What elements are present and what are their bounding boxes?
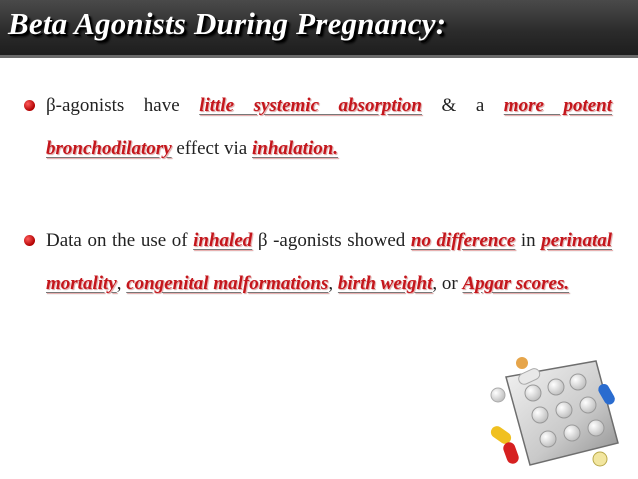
highlight-segment: inhaled xyxy=(193,230,253,251)
bullet-text-2 xyxy=(46,230,612,294)
bullet-dot-icon xyxy=(24,235,35,246)
tablet-icon xyxy=(516,357,528,369)
highlight-segment: little systemic absorption xyxy=(199,95,422,116)
title-divider xyxy=(0,55,638,58)
text-segment: β -agonists showed xyxy=(252,230,411,251)
highlight-segment: no difference xyxy=(410,230,516,251)
highlight-segment: birth weight xyxy=(337,273,433,294)
tablet-icon xyxy=(593,452,607,466)
highlight-segment: inhalation. xyxy=(251,138,339,159)
text-segment: Data on the use of xyxy=(46,230,194,251)
text-segment: , or xyxy=(432,273,463,294)
text-segment: β-agonists have xyxy=(46,95,200,116)
highlight-segment: perinatal mortality xyxy=(46,230,612,294)
highlight-segment: Apgar scores. xyxy=(462,273,570,294)
bullet-item-2 xyxy=(46,219,612,305)
text-segment: in xyxy=(515,230,542,251)
bullet-item-1 xyxy=(46,84,612,170)
highlight-segment: more potent bronchodilatory xyxy=(46,95,612,159)
tablet-icon xyxy=(491,388,505,402)
text-segment: effect via xyxy=(171,138,252,159)
highlight-segment: congenital malformations xyxy=(126,273,329,294)
slide-title: Beta Agonists During Pregnancy: xyxy=(8,6,447,41)
title-bar xyxy=(0,0,638,58)
pills-image xyxy=(478,355,628,475)
text-segment: , xyxy=(116,273,127,294)
bullet-text-1 xyxy=(46,95,612,159)
text-segment: , xyxy=(328,273,338,294)
bullet-dot-icon xyxy=(24,100,35,111)
text-segment: & a xyxy=(421,95,504,116)
